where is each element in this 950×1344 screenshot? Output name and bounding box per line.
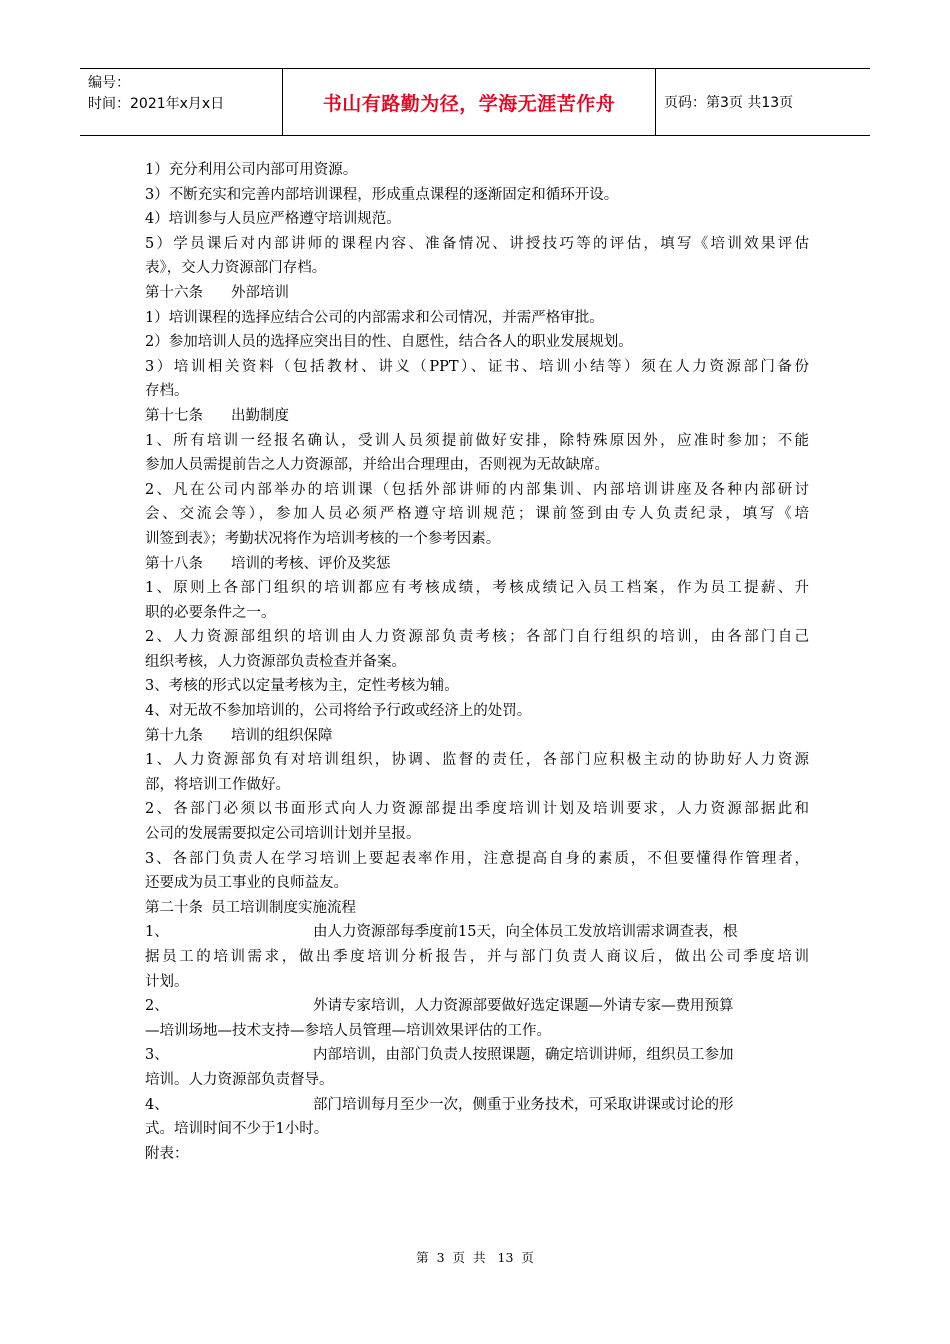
text-line: 1、原则上各部门组织的培训都应有考核成绩，考核成绩记入员工档案，作为员工提薪、升 [145,580,809,597]
flow-step-4 [145,1093,809,1118]
document-body [145,158,809,1166]
section-title: 出勤制度 [231,407,289,424]
text-line: 表》，交人力资源部门存档。 [145,260,327,277]
footer-total-pages: 13 [497,1250,514,1265]
text-line: 1、人力资源部负有对培训组织，协调、监督的责任，各部门应积极主动的协助好人力资源 [145,752,809,769]
section-number: 第十七条 [145,407,203,424]
section-heading-16 [145,281,809,306]
text-line: 参加人员需提前告之人力资源部，并给出合理理由，否则视为无故缺席。 [145,457,609,474]
section-number: 第二十条 [145,899,203,916]
text-line: 部，将培训工作做好。 [145,776,290,793]
text-line: 还要成为员工事业的良师益友。 [145,875,348,892]
text-line: 公司的发展需要拟定公司培训计划并呈报。 [145,826,421,843]
text-line: 3）培训相关资料（包括教材、讲义（PPT）、证书、培训小结等）须在人力资源部门备份 [145,358,809,375]
footer-ye-2: 页 [521,1250,534,1265]
text-line: 训签到表》；考勤状况将作为培训考核的一个参考因素。 [145,530,501,547]
text-line: 组织考核，人力资源部负责检查并备案。 [145,653,406,670]
header-page-indicator: 页码：第3页 共13页 [664,95,794,111]
text-line: 5）学员课后对内部讲师的课程内容、准备情况、讲授技巧等的评估，填写《培训效果评估 [145,235,809,252]
text-line: 3、各部门负责人在学习培训上要起表率作用，注意提高自身的素质，不但要懂得作管理者， [145,850,809,867]
section-heading-20 [145,896,809,921]
text-line: 存档。 [145,383,189,400]
page-header [80,68,870,136]
text-line: 1）培训课程的选择应结合公司的内部需求和公司情况，并需严格审批。 [145,309,604,326]
section-title: 培训的组织保障 [231,727,333,744]
section-number: 第十九条 [145,727,203,744]
flow-number: 4、 [145,1096,169,1113]
text-line: 职的必要条件之一。 [145,604,276,621]
text-line: 据员工的培训需求，做出季度培训分析报告，并与部门负责人商议后，做出公司季度培训 [145,949,809,965]
flow-step-2 [145,994,809,1019]
text-line: 2、人力资源部组织的培训由人力资源部负责考核；各部门自行组织的培训，由各部门自己 [145,629,809,646]
section-number: 第十六条 [145,284,203,301]
section-title: 员工培训制度实施流程 [211,899,356,916]
section-heading-19 [145,724,809,749]
text-line: 1、所有培训一经报名确认，受训人员须提前做好安排，除特殊原因外，应准时参加；不能 [145,432,809,449]
header-meta [80,69,283,135]
flow-step-1 [145,920,809,945]
flow-number: 1、 [145,924,169,941]
flow-number: 3、 [145,1047,169,1064]
page-footer [0,1248,950,1266]
text-line: —培训场地—技术支持—参培人员管理—培训效果评估的工作。 [145,1022,551,1039]
text-line: 4、对无故不参加培训的，公司将给予行政或经济上的处罚。 [145,703,532,720]
attachment-label: 附表： [145,1145,189,1162]
document-date-label: 时间：2021年x月x日 [88,96,225,112]
section-heading-17 [145,404,809,429]
text-line: 2、凡在公司内部举办的培训课（包括外部讲师的内部集训、内部培训讲座及各种内部研讨 [145,481,809,498]
header-motto: 书山有路勤为径，学海无涯苦作舟 [283,69,656,135]
section-heading-18 [145,552,809,577]
flow-step-3 [145,1043,809,1068]
section-title: 培训的考核、评价及奖惩 [231,555,391,572]
text-line: 会、交流会等），参加人员必须严格遵守培训规范；课前签到由专人负责纪录，填写《培 [145,506,809,523]
text-line: 式。培训时间不少于1小时。 [145,1121,329,1138]
text-line: 3、考核的形式以定量考核为主，定性考核为辅。 [145,678,459,695]
text-line: 1）充分利用公司内部可用资源。 [145,162,358,178]
flow-text: 部门培训每月至少一次，侧重于业务技术，可采取讲课或讨论的形 [313,1096,734,1113]
footer-di: 第 [416,1250,429,1265]
flow-text: 内部培训，由部门负责人按照课题，确定培训讲师，组织员工参加 [313,1047,734,1064]
footer-page-number: 3 [436,1250,445,1265]
section-title: 外部培训 [231,284,289,301]
document-number-label: 编号： [88,75,130,91]
footer-ye: 页 [452,1250,466,1265]
text-line: 2）参加培训人员的选择应突出目的性、自愿性，结合各人的职业发展规划。 [145,334,633,351]
flow-text: 由人力资源部每季度前15天，向全体员工发放培训需求调查表，根 [313,924,738,941]
footer-gong: 共 [473,1250,486,1265]
text-line: 3）不断充实和完善内部培训课程，形成重点课程的逐渐固定和循环开设。 [145,186,619,203]
text-line: 4）培训参与人员应严格遵守培训规范。 [145,211,401,228]
section-number: 第十八条 [145,555,203,572]
text-line: 计划。 [145,973,189,990]
text-line: 培训。人力资源部负责督导。 [145,1071,334,1088]
text-line: 2、各部门必须以书面形式向人力资源部提出季度培训计划及培训要求，人力资源部据此和 [145,801,809,818]
flow-number: 2、 [145,998,169,1015]
flow-text: 外请专家培训，人力资源部要做好选定课题—外请专家—费用预算 [313,998,734,1015]
